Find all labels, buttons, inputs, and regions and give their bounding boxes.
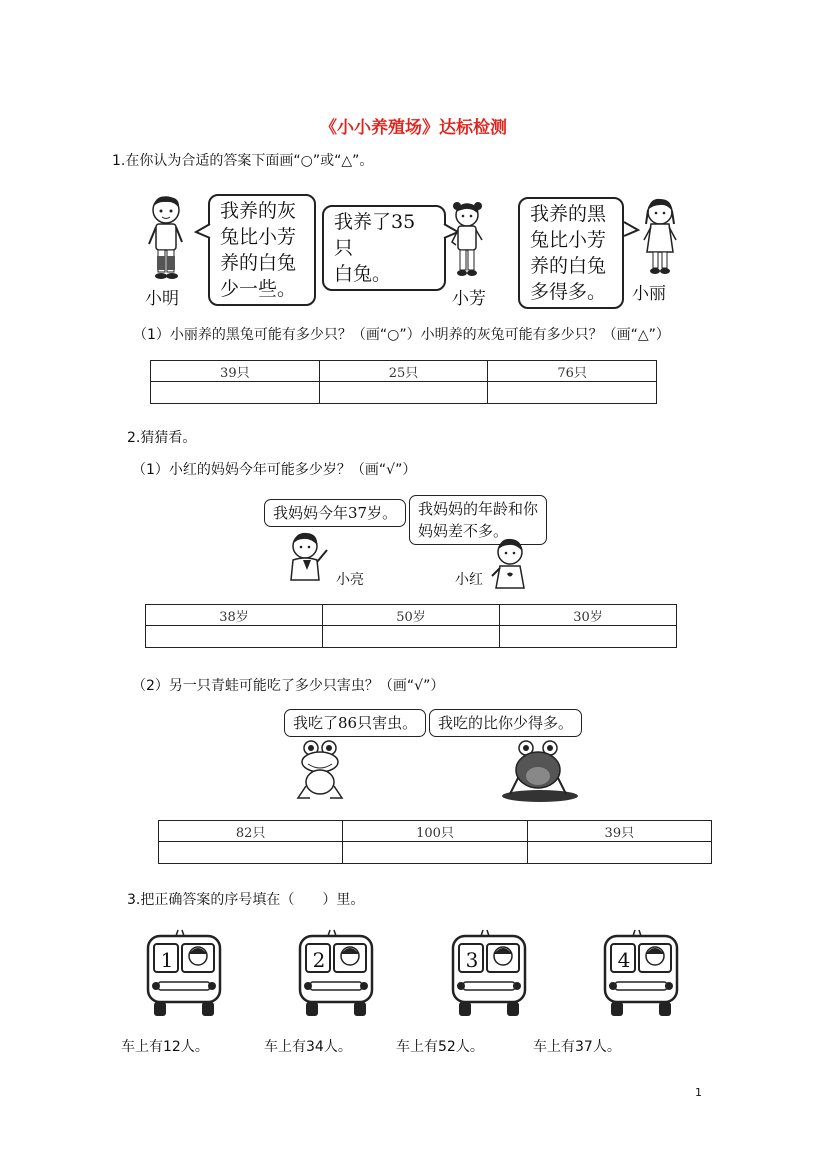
answer-cell[interactable]: [500, 626, 677, 648]
q2-sub1: （1）小红的妈妈今年可能多少岁？（画“√”）: [132, 462, 417, 478]
speech-bubble-xiaoli: [518, 197, 624, 309]
answer-cell[interactable]: [488, 382, 657, 404]
bubble-line: 妈妈差不多。: [418, 522, 509, 540]
bubble-line: 我养的灰: [220, 200, 297, 222]
bus-4: [601, 928, 681, 1024]
frog-b-illustration: [500, 738, 580, 804]
bus-icon: [144, 928, 224, 1020]
speech-bubble-xiaofang: [322, 205, 446, 291]
bubble-line: 白兔。: [334, 263, 392, 285]
bubble-line: 我妈妈的年龄和你: [418, 500, 539, 518]
option-cell: 38岁: [146, 605, 323, 626]
page-title: 《小小养殖场》达标检测: [320, 118, 507, 138]
answer-cell[interactable]: [323, 626, 500, 648]
option-cell: 76只: [488, 361, 657, 382]
boy-xiaoming-illustration: [146, 194, 188, 282]
answer-cell[interactable]: [343, 842, 527, 864]
bus-number: 3: [465, 948, 479, 972]
speaker-name-xiaofang: 小芳: [452, 289, 486, 309]
q1-sub1: （1）小丽养的黑兔可能有多少只？（画“○”）小明养的灰兔可能有多少只？（画“△”）: [133, 327, 670, 343]
bus-icon: [449, 928, 529, 1020]
bus-number: 2: [312, 948, 326, 972]
speech-bubble-xiaoming: [208, 194, 316, 306]
boy-xiaoliang-illustration: [285, 528, 335, 584]
answer-cell[interactable]: [527, 842, 711, 864]
answer-cell[interactable]: [159, 842, 343, 864]
bus-number: 4: [617, 948, 631, 972]
girl-xiaoli-illustration: [640, 196, 680, 276]
bubble-line: 养的白兔: [530, 255, 607, 277]
speaker-name-xiaoliang: 小亮: [336, 572, 364, 588]
speaker-name-xiaoli: 小丽: [632, 284, 666, 304]
bus-1: [144, 928, 224, 1024]
page-number: 1: [695, 1086, 702, 1099]
speech-bubble-xiaoliang: 我妈妈今年37岁。: [264, 499, 406, 527]
option-cell: 39只: [527, 821, 711, 842]
bus-2: [296, 928, 376, 1024]
bubble-line: 我养的黑: [530, 203, 607, 225]
bubble-tail: [194, 222, 212, 240]
option-cell: 39只: [151, 361, 320, 382]
bubble-line: 养的白兔: [220, 252, 297, 274]
q2-sub2-answer-table: [158, 820, 712, 864]
bus-icon: [296, 928, 376, 1020]
speaker-name-xiaoming: 小明: [145, 289, 179, 309]
bubble-line: 兔比小芳: [220, 226, 297, 248]
frog-a-illustration: [296, 738, 346, 802]
bus-caption: 车上有52人。: [396, 1039, 484, 1055]
bus-number: 1: [160, 948, 174, 972]
bus-caption: 车上有37人。: [533, 1039, 621, 1055]
q2-sub2: （2）另一只青蛙可能吃了多少只害虫？（画“√”）: [132, 678, 445, 694]
speech-bubble-frog-a: 我吃了86只害虫。: [284, 709, 426, 737]
bubble-tail: [622, 220, 640, 238]
q1-prompt: 1.在你认为合适的答案下面画“○”或“△”。: [112, 153, 374, 169]
bus-caption: 车上有34人。: [264, 1039, 352, 1055]
bubble-line: 多得多。: [530, 281, 607, 303]
option-cell: 50岁: [323, 605, 500, 626]
option-cell: 30岁: [500, 605, 677, 626]
answer-cell[interactable]: [151, 382, 320, 404]
option-cell: 25只: [319, 361, 488, 382]
bubble-line: 我养了35只: [334, 211, 416, 259]
bus-icon: [601, 928, 681, 1020]
bus-3: [449, 928, 529, 1024]
bus-caption: 车上有12人。: [121, 1039, 209, 1055]
q1-answer-table: [150, 360, 657, 404]
bubble-line: 少一些。: [220, 278, 297, 300]
girl-xiaofang-illustration: [447, 200, 487, 278]
answer-cell[interactable]: [319, 382, 488, 404]
speaker-name-xiaohong: 小红: [455, 572, 483, 588]
girl-xiaohong-illustration: [488, 536, 532, 594]
q3-prompt: 3.把正确答案的序号填在（ ）里。: [127, 892, 365, 908]
answer-cell[interactable]: [146, 626, 323, 648]
bubble-line: 兔比小芳: [530, 229, 607, 251]
speech-bubble-frog-b: 我吃的比你少得多。: [429, 709, 582, 737]
option-cell: 100只: [343, 821, 527, 842]
q2-prompt: 2.猜猜看。: [127, 430, 197, 446]
q2-sub1-answer-table: [145, 604, 677, 648]
option-cell: 82只: [159, 821, 343, 842]
